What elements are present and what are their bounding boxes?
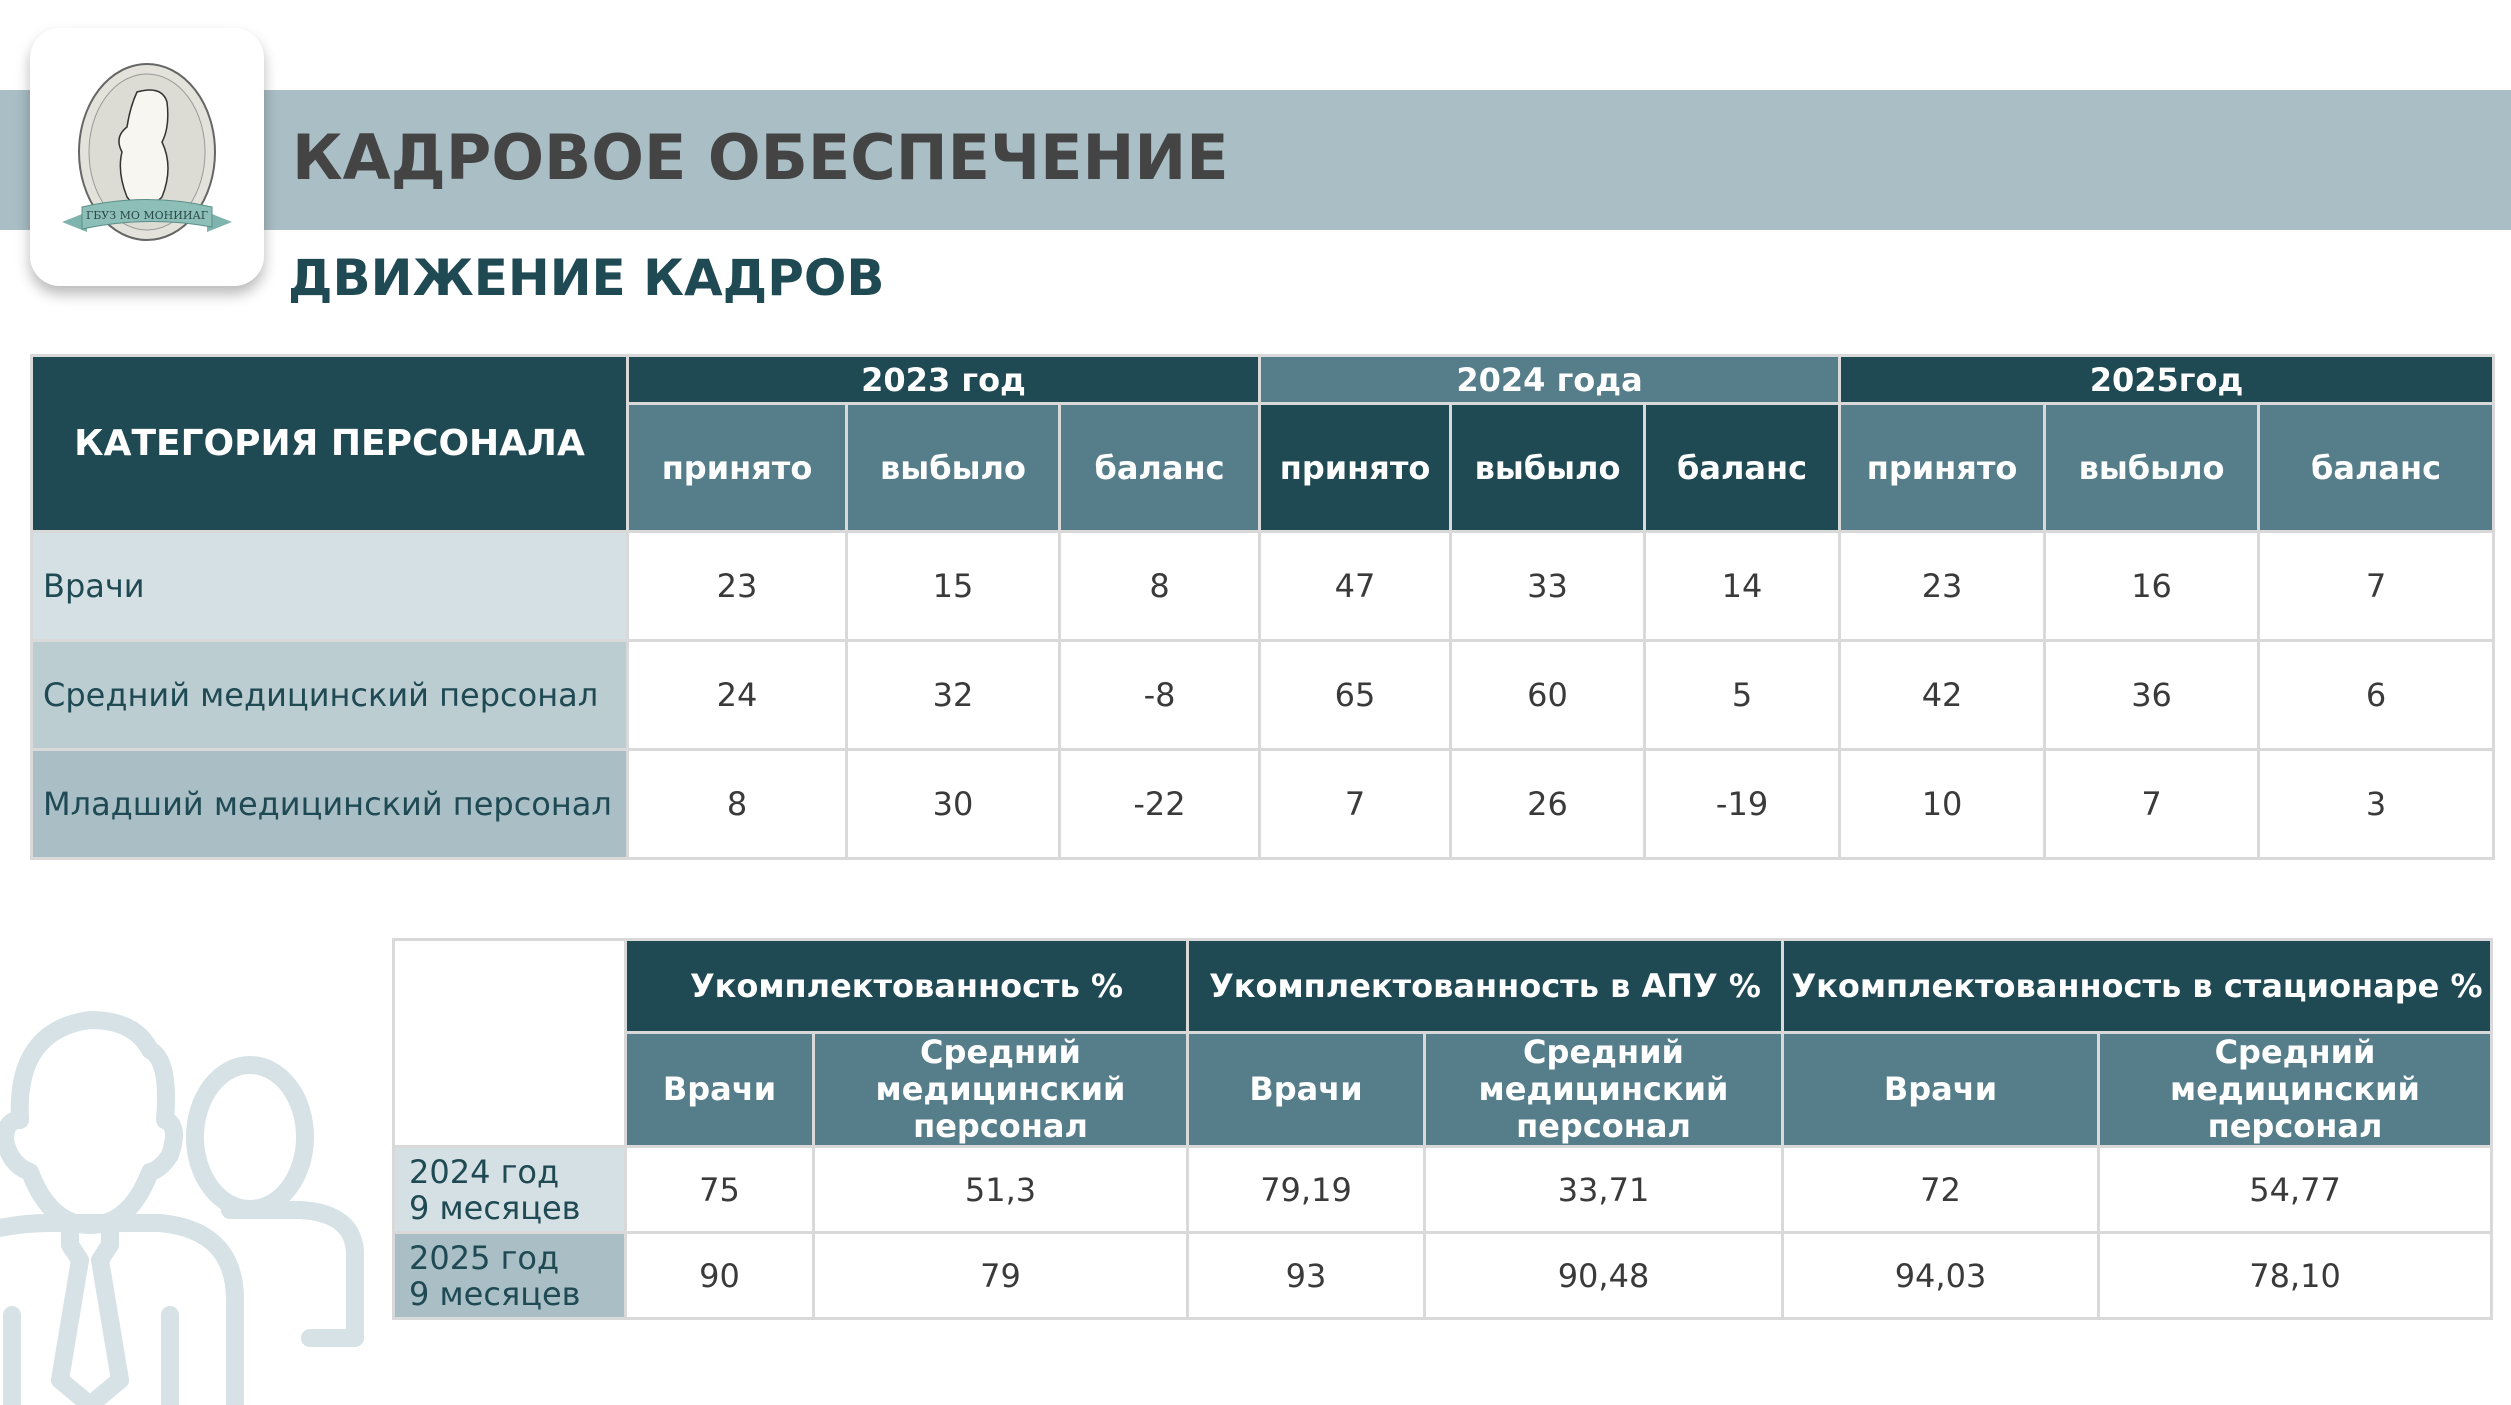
col-hired-2025: принято: [1840, 404, 2045, 532]
table-cell: 65: [1260, 641, 1451, 750]
table-cell: 8: [628, 750, 847, 859]
table-cell: 6: [2259, 641, 2494, 750]
table-cell: 15: [847, 532, 1060, 641]
table-cell: 3: [2259, 750, 2494, 859]
table-cell: 93: [1188, 1233, 1425, 1319]
table-cell: 10: [1840, 750, 2045, 859]
row-label-period: 9 месяцев: [409, 1188, 581, 1227]
table-cell: 5: [1645, 641, 1840, 750]
institution-logo-icon: [42, 57, 252, 257]
table-cell: 30: [847, 750, 1060, 859]
table-cell: 72: [1783, 1147, 2099, 1233]
table-cell: 26: [1451, 750, 1645, 859]
table-row-2024: [394, 1147, 2492, 1233]
staff-movement-table: [30, 354, 2495, 860]
row-label-year: 2025 год: [409, 1238, 560, 1277]
col-left-2025: выбыло: [2045, 404, 2259, 532]
year-header-2025: 2025год: [1840, 356, 2494, 404]
table-cell: 79: [814, 1233, 1188, 1319]
logo-card: [30, 28, 264, 286]
table-cell: 36: [2045, 641, 2259, 750]
table-row-mid-staff: [32, 641, 2494, 750]
table-cell: 78,10: [2099, 1233, 2492, 1319]
col-hired-2024: принято: [1260, 404, 1451, 532]
table-cell: 51,3: [814, 1147, 1188, 1233]
table-cell: 79,19: [1188, 1147, 1425, 1233]
col-doctors-apu: Врачи: [1188, 1033, 1425, 1147]
col-balance-2024: баланс: [1645, 404, 1840, 532]
table-cell: 8: [1060, 532, 1260, 641]
table-cell: 33,71: [1425, 1147, 1783, 1233]
row-label: [394, 1233, 626, 1319]
page-title: КАДРОВОЕ ОБЕСПЕЧЕНИЕ: [292, 121, 1229, 194]
row-category: Средний медицинский персонал: [32, 641, 628, 750]
table-cell: 90: [626, 1233, 814, 1319]
table-cell: 90,48: [1425, 1233, 1783, 1319]
staffing-level-table: [392, 938, 2493, 1320]
year-header-2024: 2024 года: [1260, 356, 1840, 404]
col-left-2023: выбыло: [847, 404, 1060, 532]
col-balance-2023: баланс: [1060, 404, 1260, 532]
col-doctors-hospital: Врачи: [1783, 1033, 2099, 1147]
group-header-hospital: Укомплектованность в стационаре %: [1783, 940, 2492, 1033]
svg-text:ГБУЗ МО МОНИИАГ: ГБУЗ МО МОНИИАГ: [85, 209, 209, 222]
table-row-junior-staff: [32, 750, 2494, 859]
col-mid-staff-apu: Средний медицинский персонал: [1425, 1033, 1783, 1147]
table-cell: 23: [628, 532, 847, 641]
col-doctors-total: Врачи: [626, 1033, 814, 1147]
table-cell: 75: [626, 1147, 814, 1233]
table-cell: 47: [1260, 532, 1451, 641]
year-header-2023: 2023 год: [628, 356, 1260, 404]
table-cell: 54,77: [2099, 1147, 2492, 1233]
table-cell: 14: [1645, 532, 1840, 641]
row-category: Младший медицинский персонал: [32, 750, 628, 859]
col-mid-staff-hospital: Средний медицинский персонал: [2099, 1033, 2492, 1147]
col-balance-2025: баланс: [2259, 404, 2494, 532]
table-cell: 16: [2045, 532, 2259, 641]
table-cell: 32: [847, 641, 1060, 750]
table-cell: -22: [1060, 750, 1260, 859]
table-row-doctors: [32, 532, 2494, 641]
col-hired-2023: принято: [628, 404, 847, 532]
table-cell: 7: [2259, 532, 2494, 641]
category-header: КАТЕГОРИЯ ПЕРСОНАЛА: [32, 356, 628, 532]
table-cell: 94,03: [1783, 1233, 2099, 1319]
table-cell: 7: [1260, 750, 1451, 859]
table-row-2025: [394, 1233, 2492, 1319]
group-header-apu: Укомплектованность в АПУ %: [1188, 940, 1783, 1033]
table-cell: -8: [1060, 641, 1260, 750]
table-cell: 33: [1451, 532, 1645, 641]
row-label-period: 9 месяцев: [409, 1274, 581, 1313]
people-icon: [0, 980, 370, 1405]
corner-cell: [394, 940, 626, 1147]
table-cell: 7: [2045, 750, 2259, 859]
table-cell: 42: [1840, 641, 2045, 750]
row-label: [394, 1147, 626, 1233]
col-mid-staff-total: Средний медицинский персонал: [814, 1033, 1188, 1147]
row-label-year: 2024 год: [409, 1152, 560, 1191]
table-cell: 23: [1840, 532, 2045, 641]
table-cell: 60: [1451, 641, 1645, 750]
table-cell: -19: [1645, 750, 1840, 859]
row-category: Врачи: [32, 532, 628, 641]
section-subtitle: ДВИЖЕНИЕ КАДРОВ: [288, 249, 885, 307]
col-left-2024: выбыло: [1451, 404, 1645, 532]
table-cell: 24: [628, 641, 847, 750]
group-header-total: Укомплектованность %: [626, 940, 1188, 1033]
